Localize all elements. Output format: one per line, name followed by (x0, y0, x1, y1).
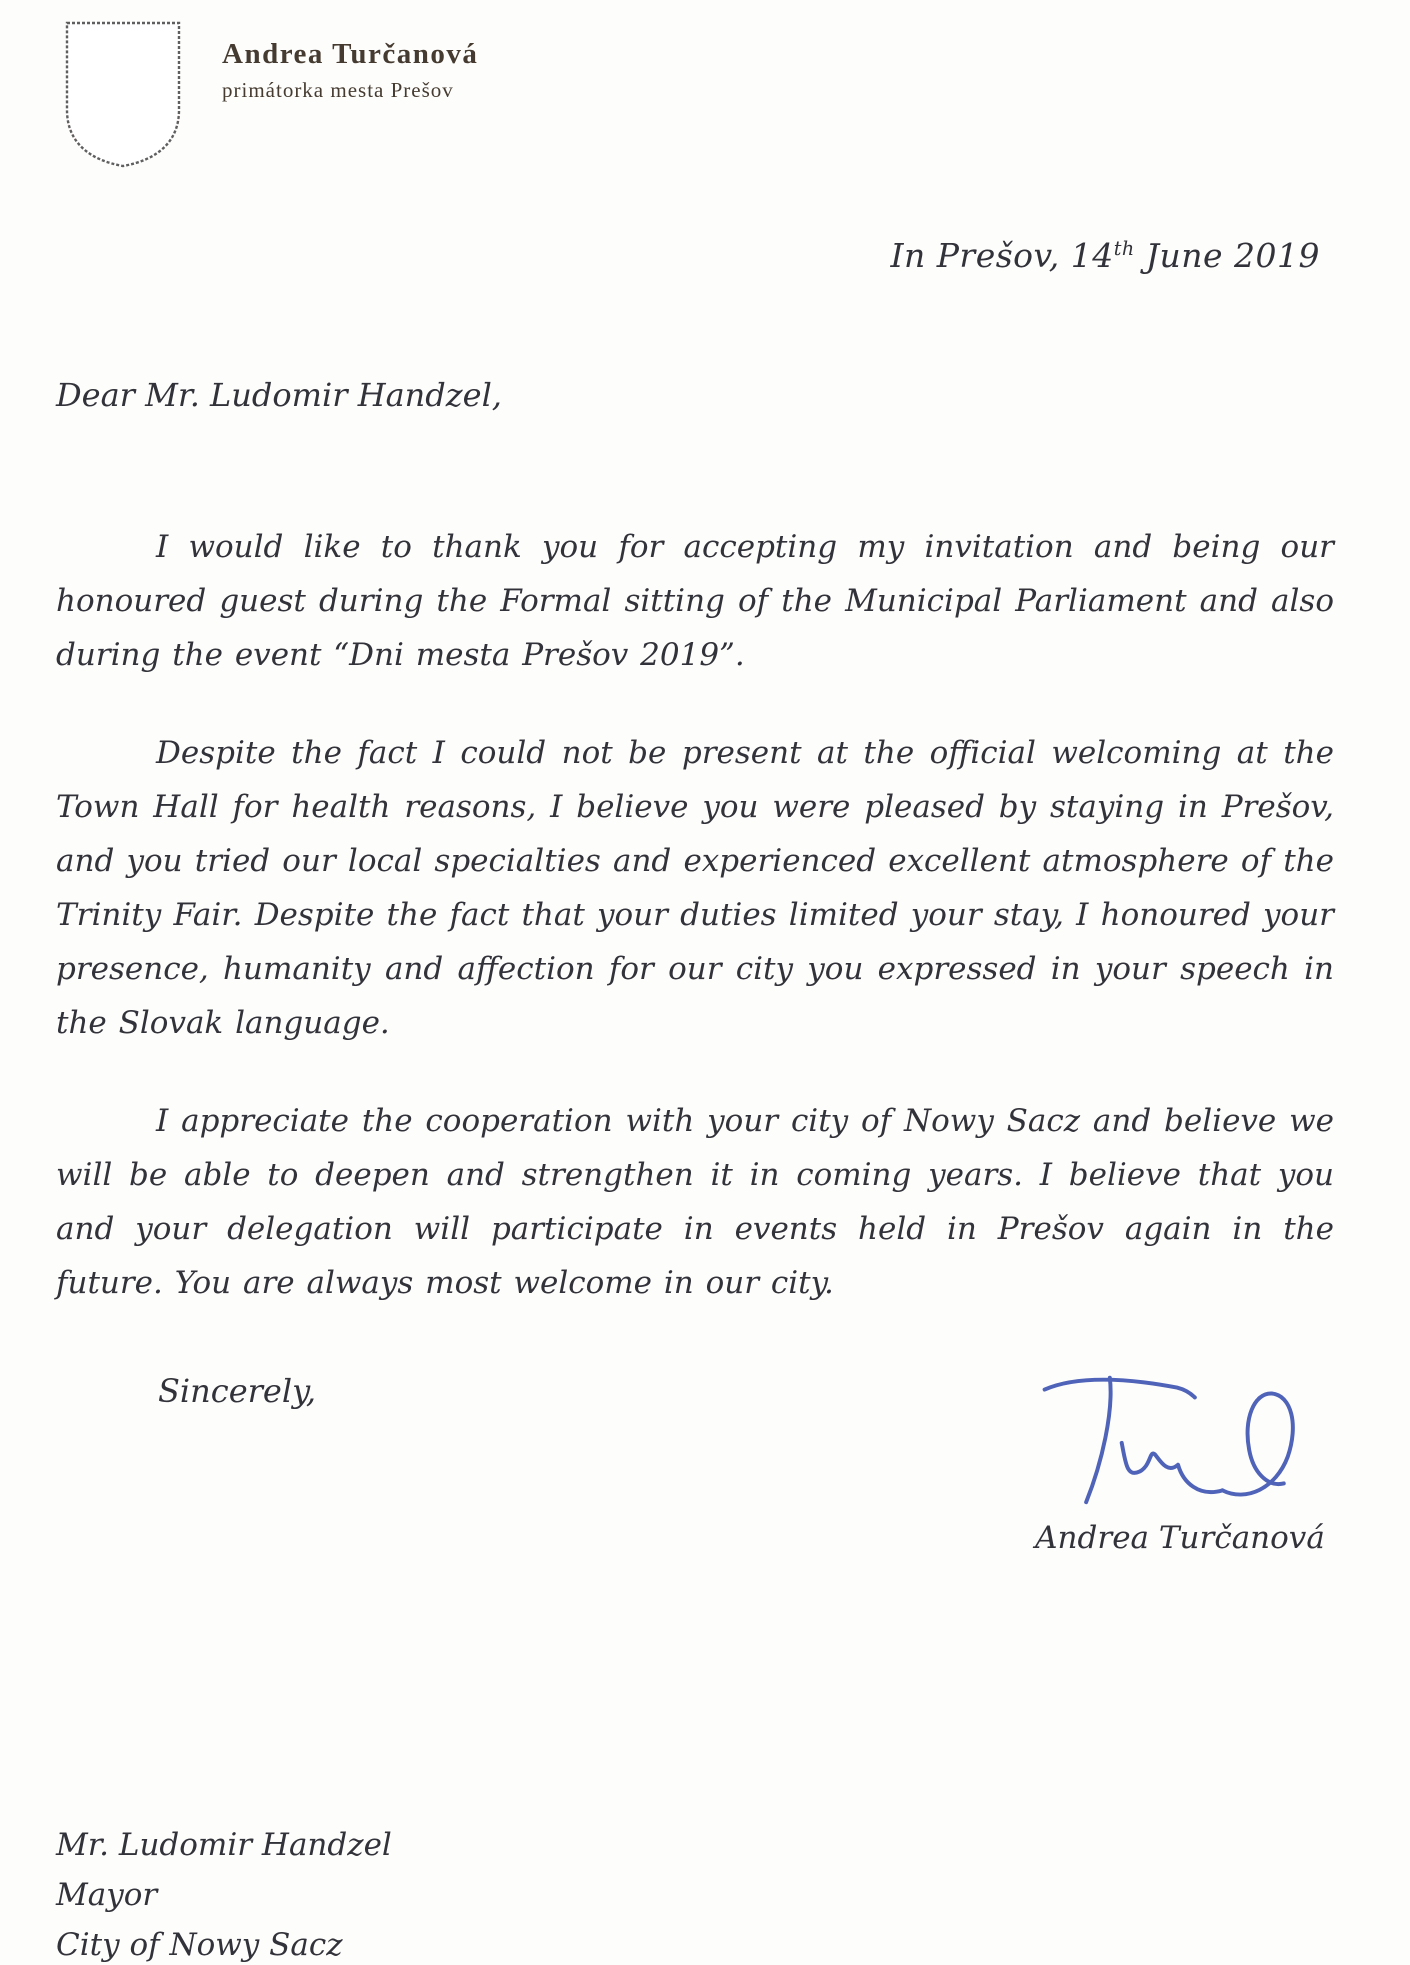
dateline-prefix: In Prešov, 14 (890, 236, 1114, 275)
letterhead-title: primátorka mesta Prešov (222, 78, 454, 102)
letterhead-name: Andrea Turčanová (222, 38, 479, 70)
signature-name: Andrea Turčanová (1035, 1520, 1325, 1556)
handwritten-signature-icon (1025, 1352, 1335, 1520)
recipient-block (56, 1820, 392, 1965)
paragraph-2: Despite the fact I could not be present at the official welcoming at the Town Hall for health reasons, I believe you were pleased by staying in Prešov, and you tried our local specialties and experienced excellent atmosphere of the Trinity Fair. Despite the fact that your duties limited your stay, I honoured your presence, humanity and affection for our city you expressed in your speech in the Slovak language. (56, 735, 1334, 1041)
paragraph-1: I would like to thank you for accepting my invitation and being our honoured guest during the Formal sitting of the Municipal Parliament and also during the event “Dni mesta Prešov 2019”. (56, 529, 1334, 673)
signature-block (1020, 1352, 1340, 1556)
dateline-suffix: June 2019 (1134, 236, 1320, 275)
dateline-ordinal: th (1113, 237, 1135, 260)
letter-body (56, 520, 1334, 1354)
recipient-city: City of Nowy Sacz (56, 1927, 343, 1963)
letterhead (58, 16, 478, 174)
paragraph-3: I appreciate the cooperation with your city of Nowy Sacz and believe we will be able to deepen and strengthen it in coming years. I believe that you and your delegation will participate in events held in Prešov again in the future. You are always most welcome in our city. (56, 1103, 1334, 1301)
recipient-name: Mr. Ludomir Handzel (56, 1827, 392, 1863)
valediction: Sincerely, (158, 1372, 317, 1410)
city-crest-icon (58, 16, 188, 174)
letterhead-text (222, 16, 478, 103)
salutation: Dear Mr. Ludomir Handzel, (56, 376, 502, 414)
recipient-title: Mayor (56, 1877, 158, 1913)
dateline (890, 236, 1320, 275)
